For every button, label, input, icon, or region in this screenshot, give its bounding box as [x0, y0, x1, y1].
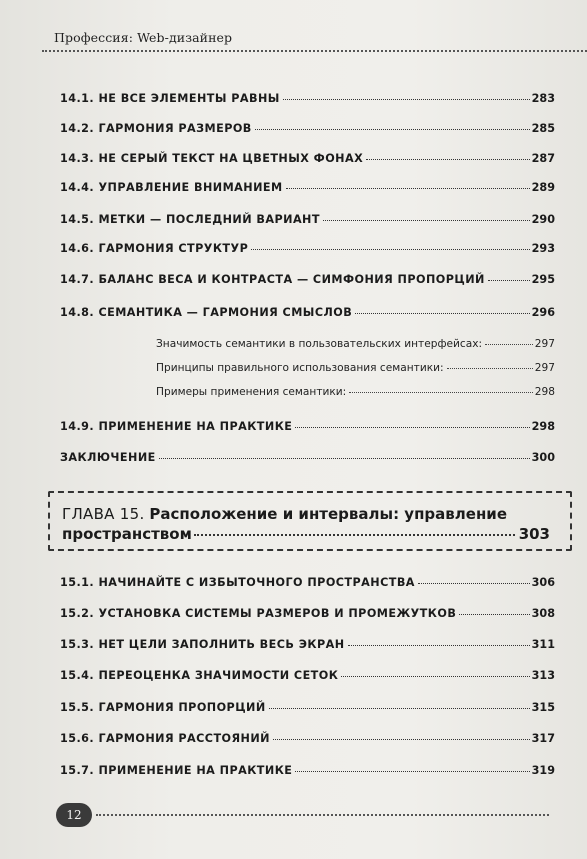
toc-entry[interactable] — [60, 306, 555, 319]
toc-entry-page: 306 — [531, 576, 555, 589]
chapter-heading-line2[interactable] — [62, 525, 550, 543]
toc-entry-title: 15.2. УСТАНОВКА СИСТЕМЫ РАЗМЕРОВ И ПРОМЕЖУТКОВ — [60, 607, 457, 620]
chapter-title-line2: пространством — [62, 525, 192, 543]
toc-entry-title: 14.4. УПРАВЛЕНИЕ ВНИМАНИЕМ — [60, 181, 283, 194]
leader-dots — [348, 645, 530, 646]
toc-subentry-title: Примеры применения семантики: — [156, 386, 347, 398]
toc-entry[interactable] — [60, 701, 555, 714]
chapter-heading[interactable] — [62, 505, 507, 523]
leader-dots — [418, 583, 530, 584]
toc-entry-page: 285 — [531, 122, 555, 135]
toc-entry-title: 14.5. МЕТКИ — ПОСЛЕДНИЙ ВАРИАНТ — [60, 213, 320, 226]
toc-entry-title: 15.1. НАЧИНАЙТЕ С ИЗБЫТОЧНОГО ПРОСТРАНСТВА — [60, 576, 415, 589]
toc-entry-title: 15.3. НЕТ ЦЕЛИ ЗАПОЛНИТЬ ВЕСЬ ЭКРАН — [60, 638, 345, 651]
toc-entry-page: 283 — [531, 92, 555, 105]
toc-entry[interactable] — [60, 152, 555, 165]
leader-dots — [273, 739, 530, 740]
toc-subentry-page: 297 — [534, 362, 555, 374]
toc-entry-page: 315 — [531, 701, 555, 714]
toc-entry-page: 295 — [531, 273, 555, 286]
toc-subentry-page: 297 — [534, 338, 555, 350]
toc-subentry[interactable] — [156, 338, 555, 350]
toc-entry-page: 313 — [531, 669, 555, 682]
leader-dots — [283, 99, 530, 100]
toc-entry[interactable] — [60, 732, 555, 745]
toc-entry-page: 293 — [531, 242, 555, 255]
toc-subentry-page: 298 — [534, 386, 555, 398]
leader-dots — [251, 249, 529, 250]
toc-entry-title: 14.2. ГАРМОНИЯ РАЗМЕРОВ — [60, 122, 252, 135]
leader-dots — [447, 368, 533, 369]
toc-entry-title: 15.7. ПРИМЕНЕНИЕ НА ПРАКТИКЕ — [60, 764, 293, 777]
toc-entry-title: 15.4. ПЕРЕОЦЕНКА ЗНАЧИМОСТИ СЕТОК — [60, 669, 339, 682]
toc-entry-page: 300 — [531, 451, 555, 464]
leader-dots — [341, 676, 529, 677]
toc-entry-page: 298 — [531, 420, 555, 433]
toc-entry[interactable] — [60, 273, 555, 286]
toc-entry-title: ЗАКЛЮЧЕНИЕ — [60, 451, 156, 464]
toc-entry[interactable] — [60, 420, 555, 433]
toc-subentry[interactable] — [156, 362, 555, 374]
chapter-page: 303 — [518, 525, 550, 543]
page-number-badge: 12 — [56, 803, 92, 827]
leader-dots — [488, 280, 530, 281]
leader-dots — [295, 771, 529, 772]
toc-entry-title: 14.6. ГАРМОНИЯ СТРУКТУР — [60, 242, 249, 255]
toc-entry-page: 311 — [531, 638, 555, 651]
toc-entry[interactable] — [60, 638, 555, 651]
toc-entry[interactable] — [60, 242, 555, 255]
toc-entry-title: 15.6. ГАРМОНИЯ РАССТОЯНИЙ — [60, 732, 270, 745]
toc-entry-page: 319 — [531, 764, 555, 777]
chapter-title-line1: Расположение и интервалы: управление — [149, 505, 507, 523]
leader-dots — [459, 614, 529, 615]
leader-dots — [194, 534, 515, 536]
toc-entry-page: 308 — [531, 607, 555, 620]
toc-entry-title: 14.9. ПРИМЕНЕНИЕ НА ПРАКТИКЕ — [60, 420, 293, 433]
leader-dots — [295, 427, 529, 428]
leader-dots — [323, 220, 530, 221]
toc-entry-title: 14.1. НЕ ВСЕ ЭЛЕМЕНТЫ РАВНЫ — [60, 92, 280, 105]
leader-dots — [159, 458, 530, 459]
toc-entry-page: 289 — [531, 181, 555, 194]
toc-entry[interactable] — [60, 92, 555, 105]
toc-entry[interactable] — [60, 181, 555, 194]
leader-dots — [355, 313, 529, 314]
toc-entry-page: 287 — [531, 152, 555, 165]
toc-entry-title: 15.5. ГАРМОНИЯ ПРОПОРЦИЙ — [60, 701, 266, 714]
running-header: Профессия: Web-дизайнер — [54, 30, 233, 45]
leader-dots — [286, 188, 530, 189]
toc-entry[interactable] — [60, 607, 555, 620]
header-divider — [42, 50, 587, 52]
toc-entry-title: 14.7. БАЛАНС ВЕСА И КОНТРАСТА — СИМФОНИЯ ПРОПОРЦИЙ — [60, 273, 485, 286]
toc-entry[interactable] — [60, 122, 555, 135]
toc-entry-title: 14.8. СЕМАНТИКА — ГАРМОНИЯ СМЫСЛОВ — [60, 306, 353, 319]
leader-dots — [269, 708, 530, 709]
toc-entry[interactable] — [60, 576, 555, 589]
toc-entry[interactable] — [60, 213, 555, 226]
toc-subentry-title: Значимость семантики в пользовательских интерфейсах: — [156, 338, 483, 350]
chapter-label: ГЛАВА 15. — [62, 505, 145, 523]
toc-entry[interactable] — [60, 451, 555, 464]
toc-entry[interactable] — [60, 764, 555, 777]
toc-entry-title: 14.3. НЕ СЕРЫЙ ТЕКСТ НА ЦВЕТНЫХ ФОНАХ — [60, 152, 364, 165]
toc-entry-page: 317 — [531, 732, 555, 745]
leader-dots — [485, 344, 533, 345]
leader-dots — [366, 159, 529, 160]
toc-subentry-title: Принципы правильного использования семантики: — [156, 362, 444, 374]
toc-subentry[interactable] — [156, 386, 555, 398]
leader-dots — [349, 392, 533, 393]
leader-dots — [255, 129, 530, 130]
footer-divider — [96, 814, 549, 816]
toc-entry-page: 290 — [531, 213, 555, 226]
toc-entry[interactable] — [60, 669, 555, 682]
toc-entry-page: 296 — [531, 306, 555, 319]
